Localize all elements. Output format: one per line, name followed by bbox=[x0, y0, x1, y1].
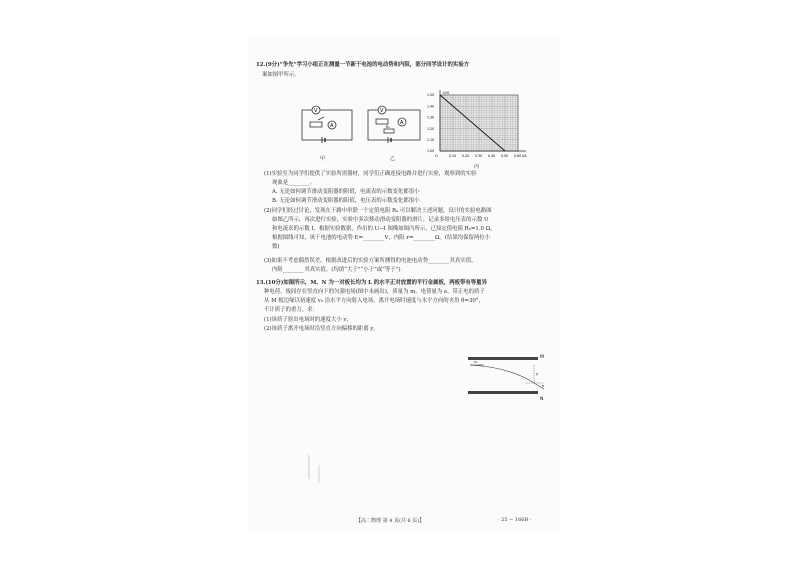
q12-heading: 12.(9分)“争先”学习小组正在测量一节新干电池的电动势和内阻，部分同学设计的实验方 bbox=[256, 62, 470, 68]
parallel-plates-diagram bbox=[464, 353, 550, 403]
v0-label: v₀ bbox=[474, 360, 478, 364]
q13-line2: 种电荷，板间存在竖直向下的匀强电场(图中未画出)，质量为 m、电荷量为 e、带正电的质子 bbox=[264, 289, 485, 295]
y-label: y bbox=[536, 372, 539, 376]
svg-text:V: V bbox=[314, 108, 318, 114]
q12-part1-cont: 现象是________。 bbox=[272, 180, 316, 186]
scan-mark bbox=[318, 465, 320, 483]
y-axis-label: U/V bbox=[443, 91, 450, 95]
q12-part2-line3: 和电流表的示数 I，根据实验数据，作出的 U−I 图像如图丙所示，已知定值电阻 R₀=1.0 Ω， bbox=[272, 226, 496, 232]
q13-line3: 从 M 板边缘以初速度 v₀ 沿水平方向射入电场，离开电场时速度与水平方向的夹角 θ=30°， bbox=[264, 298, 484, 304]
theta-label: θ bbox=[542, 384, 544, 388]
q12-part2: (2)同学们经过讨论，发现在干路中串联一个定值电阻 R₀ 可以解决上述问题，设计的实验电路图 bbox=[264, 208, 492, 214]
label-jia: 甲 bbox=[320, 156, 326, 162]
y-tick-label: 1.10 bbox=[427, 138, 435, 142]
label-yi: 乙 bbox=[390, 156, 396, 162]
q12-part3: (3)如果不考虑偶然误差，根据改进后的实验方案所测得的电池电动势________其真实值， bbox=[264, 258, 477, 264]
plate-m-label: M bbox=[540, 355, 544, 360]
q12-part2-line4: 根据图线可知，该干电池的电动势 E=________V，内阻 r=________Ω。(结果均保留两位小 bbox=[272, 235, 491, 241]
exam-page bbox=[248, 35, 560, 533]
u-i-graph bbox=[420, 87, 530, 165]
x-tick-label: 0.60 bbox=[514, 154, 522, 158]
x-tick-label: 0.10 bbox=[449, 154, 457, 158]
x-tick-label: 0.50 bbox=[501, 154, 509, 158]
q13-sub2: (2)该质子离开电场时沿竖直方向偏移的距离 y。 bbox=[264, 326, 379, 332]
y-tick-label: 1.20 bbox=[427, 126, 435, 131]
svg-text:R₀: R₀ bbox=[386, 125, 390, 129]
svg-text:A: A bbox=[330, 123, 334, 129]
q12-part1: (1)实验室为同学们提供了实验所需器材，同学们正确连接电路并进行实验，观察到的实验 bbox=[264, 171, 477, 177]
circuit-yi-diagram bbox=[364, 105, 424, 147]
q12-part2-line2: 如图乙所示，再次进行实验，实验中多次移动滑动变阻器的滑片，记录多组电压表的示数 U bbox=[272, 217, 489, 223]
scan-mark bbox=[308, 455, 310, 479]
q12-option-b: B. 无论如何调节滑动变阻器的阻值，电压表的示数变化都很小 bbox=[272, 198, 420, 204]
footer-code: · 25 − 166B · bbox=[498, 517, 532, 523]
y-tick-label: 1.00 bbox=[427, 149, 435, 154]
origin-label: O bbox=[435, 154, 438, 158]
circuit-jia-diagram bbox=[298, 105, 356, 147]
x-tick-label: 0.20 bbox=[462, 154, 470, 158]
x-tick-label: 0.40 bbox=[488, 154, 496, 158]
x-axis-label: I/A bbox=[522, 154, 527, 158]
q13-line4: 不计质子的重力。求： bbox=[264, 307, 318, 313]
q12-part2-line5: 数) bbox=[272, 244, 280, 250]
svg-text:V: V bbox=[380, 108, 384, 114]
y-tick-label: 1.40 bbox=[427, 104, 435, 109]
q12-option-a: A. 无论如何调节滑动变阻器的阻值，电流表的示数变化都很小 bbox=[272, 189, 420, 195]
q12-part3-cont: 内阻________其真实值。(均填“大于”“小于”或“等于”) bbox=[272, 267, 401, 273]
footer-page-info: 【高二物理 第 4 页(共 6 页)】 bbox=[356, 518, 425, 524]
svg-text:A: A bbox=[400, 120, 404, 126]
label-bing: 丙 bbox=[474, 164, 480, 170]
x-tick-label: 0.30 bbox=[475, 154, 483, 158]
q12-heading-cont: 案如图甲所示。 bbox=[262, 72, 300, 78]
plate-n-label: N bbox=[540, 397, 544, 402]
q13-sub1: (1)该质子射出电场时的速度大小 v； bbox=[264, 317, 352, 323]
q13-heading: 13.(10分)如图所示，M、N 为一对板长均为 L 的水平正对放置的平行金属板，两板带有等量异 bbox=[256, 280, 487, 286]
y-tick-label: 1.50 bbox=[427, 93, 435, 98]
y-tick-label: 1.30 bbox=[427, 115, 435, 120]
